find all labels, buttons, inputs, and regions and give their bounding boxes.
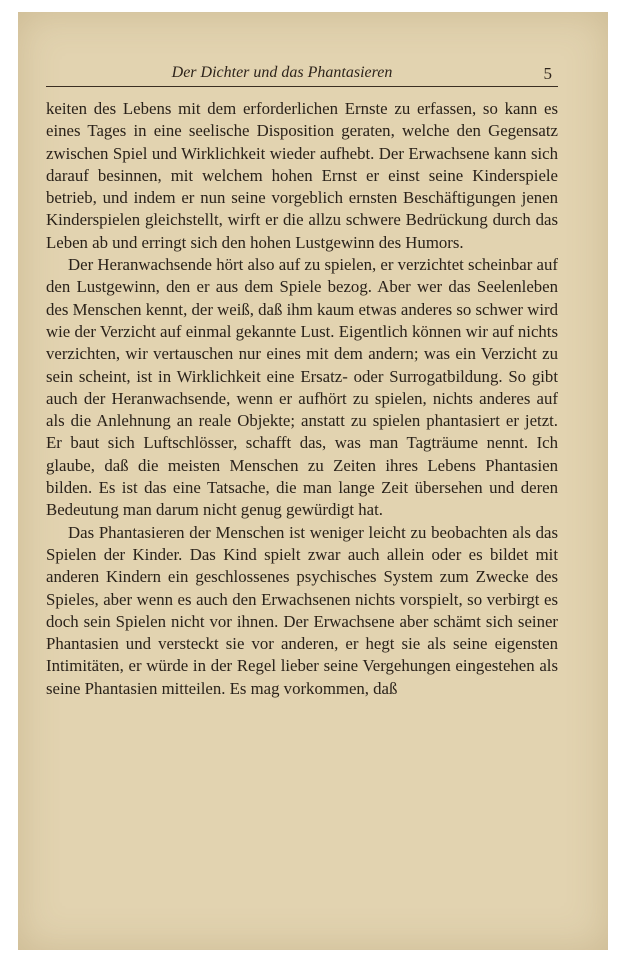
page-header: [46, 58, 558, 87]
running-title: Der Dichter und das Phantasieren: [171, 64, 393, 81]
paragraph-phantasieren: Das Phantasieren der Menschen ist weniger leicht zu beobachten als das Spielen der Kinder. Das Kind spielt zwar auch allein oder es bildet mit anderen Kindern ein geschlossenes psychisches System zum Zwecke des Spieles, aber wenn es auch den Erwachsenen nichts vorspielt, so verbirgt es doch sein Spielen nicht vor ihnen. Der Erwachsene aber schämt sich seiner Phantasien und versteckt sie vor anderen, er hegt sie als seine eigensten Intimitäten, er würde in der Regel lieber seine Vergehungen eingestehen als seine Phantasien mitteilen. Es mag vorkommen, daß: [46, 522, 558, 698]
book-page: [18, 12, 608, 950]
paragraph-continuation: keiten des Lebens mit dem erforderlichen Ernste zu erfassen, so kann es eines Tages in eine seelische Disposition geraten, welche den Gegensatz zwischen Spiel und Wirklichkeit wieder aufhebt. Der Erwachsene kann sich darauf besinnen, mit welchem hohen Ernst er einst seine Kinderspiele betrieb, und indem er nun seine vorgeblich ernsten Beschäftigungen jenen Kinderspielen gleichstellt, wirft er die allzu schwere Bedrückung durch das Leben ab und erringt sich den hohen Lustgewinn des Humors.: [46, 99, 558, 252]
paragraph-heranwachsende: Der Heranwachsende hört also auf zu spielen, er verzichtet scheinbar auf den Lustgewinn, den er aus dem Spiele bezog. Aber wer das Seelenleben des Menschen kennt, der weiß, daß ihm kaum etwas anderes so schwer wird wie der Verzicht auf einmal gekannte Lust. Eigentlich können wir auf nichts verzichten, wir vertauschen nur eines mit dem andern; was ein Verzicht zu sein scheint, ist in Wirklichkeit eine Ersatz- oder Surrogatbildung. So gibt auch der Heranwachsende, wenn er aufhört zu spielen, nichts anderes auf als die Anlehnung an reale Objekte; anstatt zu spielen phantasiert er jetzt. Er baut sich Luftschlösser, schafft das, was man Tagträume nennt. Ich glaube, daß die meisten Menschen zu Zeiten ihres Lebens Phantasien bilden. Es ist das eine Tatsache, die man lange Zeit übersehen und deren Bedeutung man darum nicht genug gewürdigt hat.: [46, 255, 558, 520]
page-number: 5: [543, 64, 552, 83]
body-text: [46, 98, 558, 700]
